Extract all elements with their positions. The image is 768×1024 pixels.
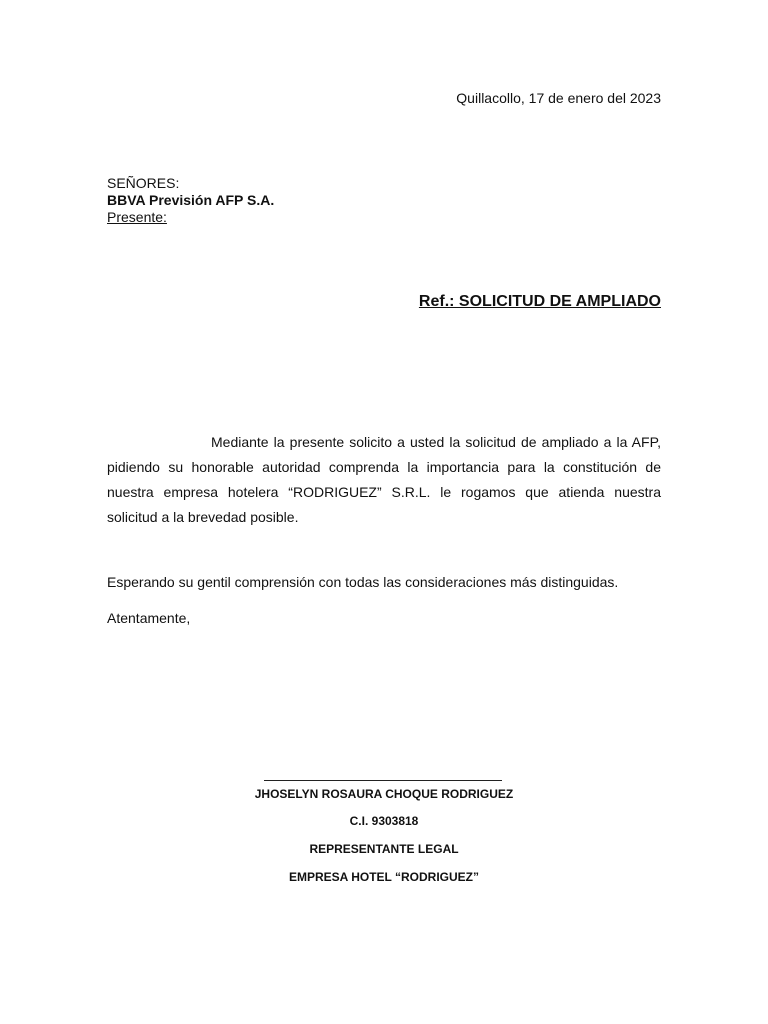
- body-paragraph: Mediante la presente solicito a usted la solicitud de ampliado a la AFP, pidiendo su honorable autoridad comprenda la importancia para la constitución de nuestra empresa hotelera “RODRIGUEZ” S.R.L. le rogamos que atienda nuestra solicitud a la brevedad posible.: [107, 434, 661, 525]
- signer-name: JHOSELYN ROSAURA CHOQUE RODRIGUEZ: [254, 787, 514, 801]
- signer-company: EMPRESA HOTEL “RODRIGUEZ”: [288, 870, 479, 884]
- addressee-company: BBVA Previsión AFP S.A.: [107, 192, 275, 208]
- salutation: SEÑORES:: [107, 175, 180, 191]
- reference-title: Ref.: SOLICITUD DE AMPLIADO: [418, 293, 661, 310]
- addressee-block: [107, 175, 274, 226]
- signer-role: REPRESENTANTE LEGAL: [309, 842, 459, 856]
- regards: Atentamente,: [107, 610, 191, 626]
- letter-date: Quillacollo, 17 de enero del 2023: [456, 90, 661, 106]
- signature-line: [264, 780, 502, 781]
- closing-line: Esperando su gentil comprensión con todas las consideraciones más distinguidas.: [107, 574, 619, 590]
- signer-ci: C.I. 9303818: [349, 814, 419, 828]
- presente-label: Presente:: [107, 209, 167, 225]
